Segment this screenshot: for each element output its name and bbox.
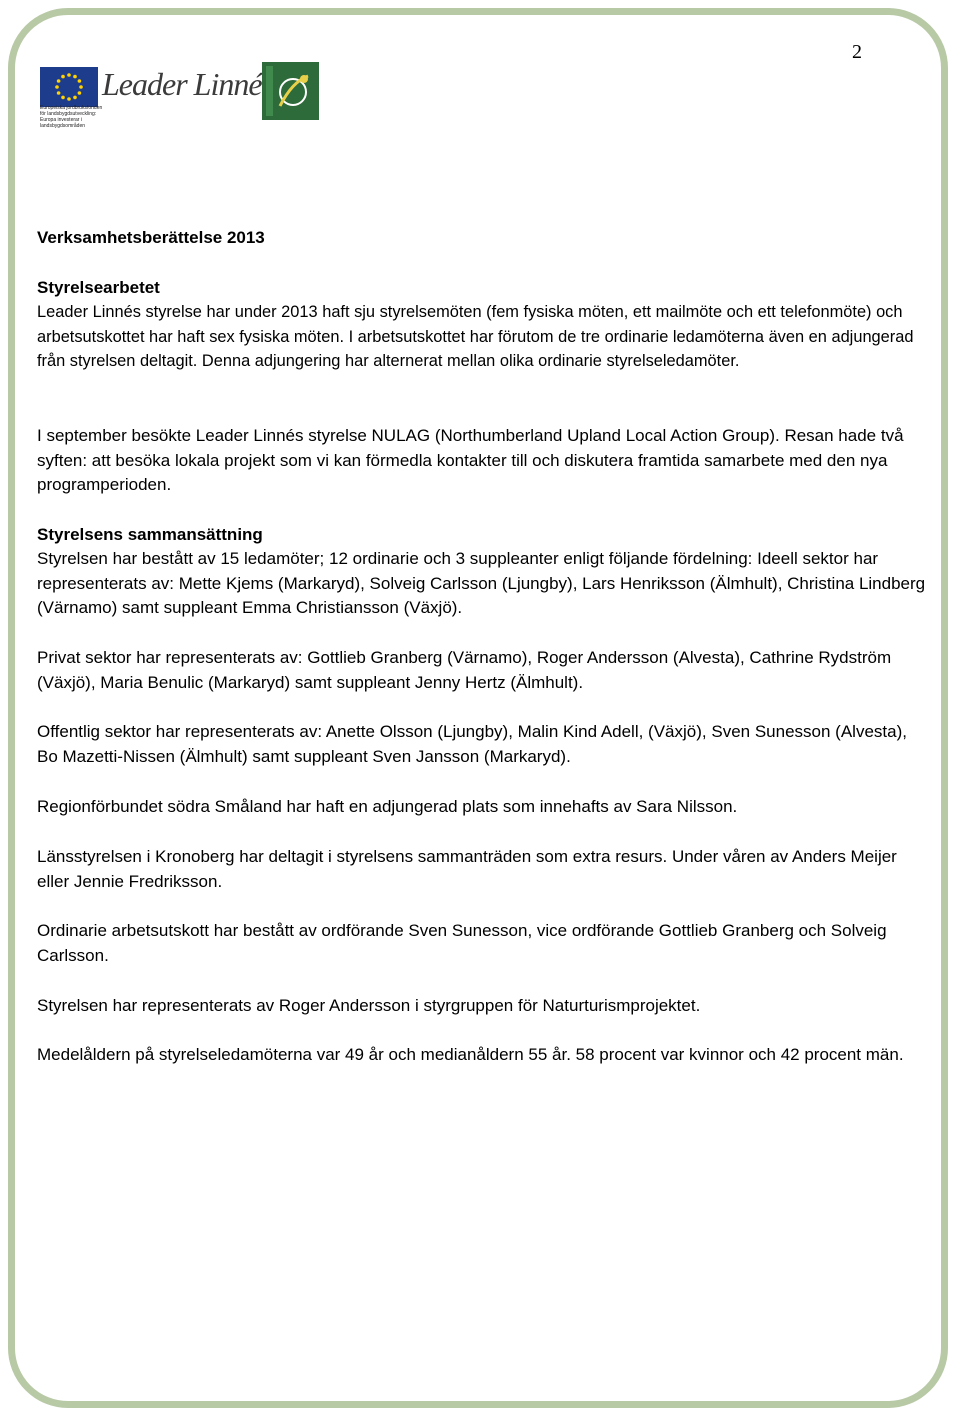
logo-row	[40, 62, 330, 129]
section-heading-sammansattning: Styrelsens sammansättning	[37, 525, 263, 544]
paragraph: Ordinarie arbetsutskott har bestått av ordförande Sven Sunesson, vice ordförande Gottlieb Granberg och Solveig Carlsson.	[37, 921, 887, 965]
eu-flag-icon	[40, 67, 98, 107]
paragraph: I september besökte Leader Linnés styrelse NULAG (Northumberland Upland Local Action Group). Resan hade två syften: att besöka lokala projekt som vi kan förmedla kontakter till och diskutera framtida samarbete med den nya programperioden.	[37, 426, 904, 495]
section-heading-styrelsearbetet: Styrelsearbetet	[37, 278, 160, 297]
paragraph: Regionförbundet södra Småland har haft en adjungerad plats som innehafts av Sara Nilsson.	[37, 797, 738, 816]
paragraph: Styrelsen har representerats av Roger Andersson i styrgruppen för Naturturismprojektet.	[37, 996, 701, 1015]
paragraph: Länsstyrelsen i Kronoberg har deltagit i styrelsens sammanträden som extra resurs. Under våren av Anders Meijer eller Jennie Fredriksson.	[37, 847, 897, 891]
page-number: 2	[852, 41, 862, 63]
leader-linne-logo: Leader Linné	[102, 66, 262, 102]
page-frame	[8, 8, 948, 1408]
paragraph: Offentlig sektor har representerats av: Anette Olsson (Ljungby), Malin Kind Adell, (Växjö), Sven Sunesson (Alvesta), Bo Mazetti-Nissen (Älmhult) samt suppleant Sven Jansson (Markaryd).	[37, 722, 907, 766]
document-title: Verksamhetsberättelse 2013	[37, 228, 265, 247]
paragraph: Medelåldern på styrelseledamöterna var 49 år och medianåldern 55 år. 58 procent var kvinnor och 42 procent män.	[37, 1045, 904, 1064]
paragraph: Privat sektor har representerats av: Gottlieb Granberg (Värnamo), Roger Andersson (Alvesta), Cathrine Rydström (Växjö), Maria Benulic (Markaryd) samt suppleant Jenny Hertz (Älmhult).	[37, 648, 892, 692]
paragraph: Styrelsen har bestått av 15 ledamöter; 12 ordinarie och 3 suppleanter enligt följande fördelning: Ideell sektor har representerats av: Mette Kjems (Markaryd), Solveig Carlsson (Ljungby), Lars Henriksson (Älmhult), Christina Lindberg (Värnamo) samt suppleant Emma Christiansson (Växjö).	[37, 549, 926, 618]
paragraph: Leader Linnés styrelse har under 2013 haft sju styrelsemöten (fem fysiska möten, ett mailmöte och ett telefonmöte) och arbetsutskottet har haft sex fysiska möten. I arbetsutskottet har förutom de tre ordinarie ledamöterna även en adjungerad från styrelsen deltagit. Denna adjungering har alternerat mellan olika ordinarie styrelseledamöter.	[37, 303, 914, 371]
eu-caption: Europeiska jordbruksfonden för landsbygdsutveckling: Europa investerar i landsbygdsområden	[40, 105, 103, 129]
leader-badge-icon	[262, 62, 319, 120]
